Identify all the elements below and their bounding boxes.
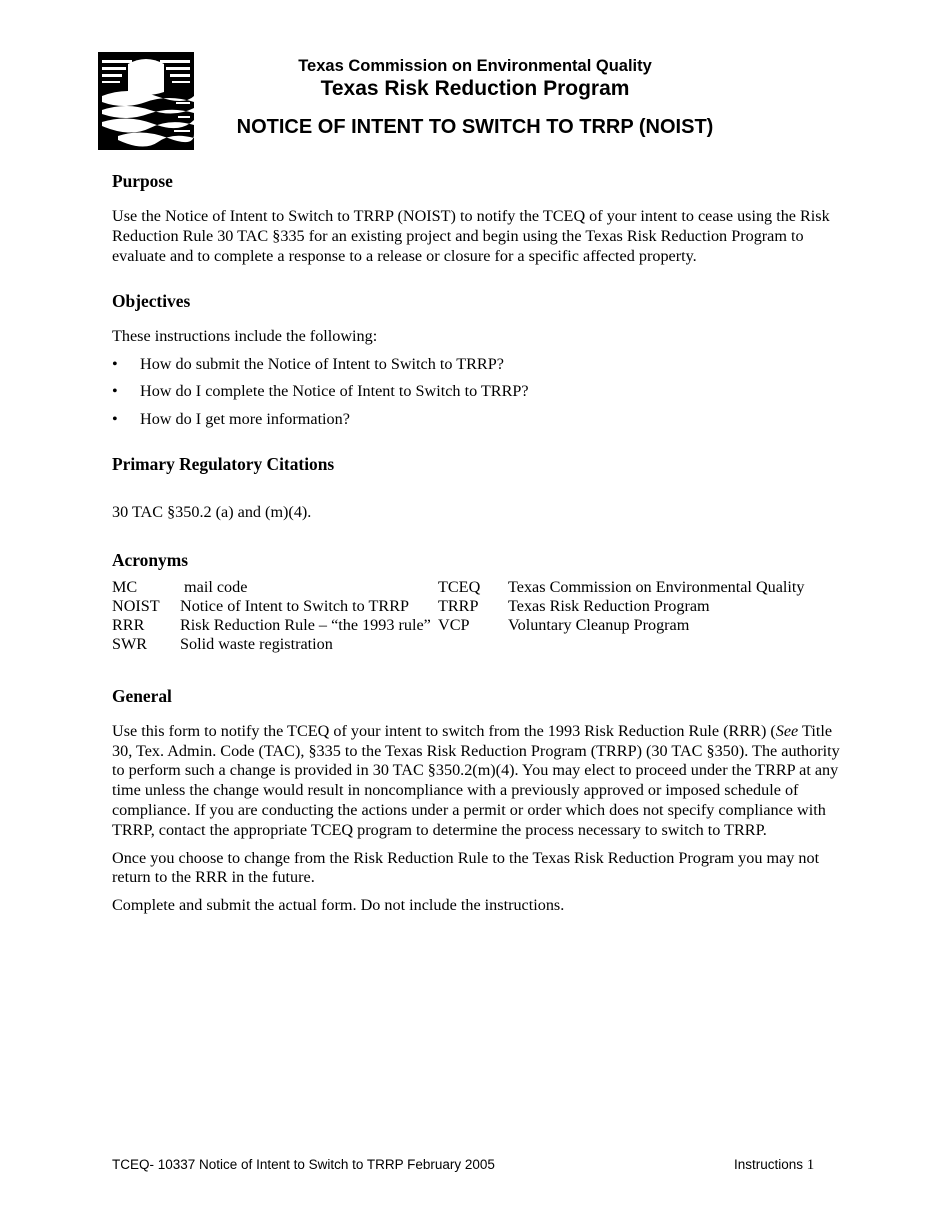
general-text-rest: Title 30, Tex. Admin. Code (TAC), §335 to the Texas Risk Reduction Program (TRRP) (30 TAC §350). The authority to perform such a change is provided in 30 TAC §350.2(m)(4). You may elect to proceed under the TRRP at any time unless the change would result in noncompliance with a previously approved or imposed schedule of compliance. If you are conducting the actions under a permit or order which does not specify compliance with TRRP, contact the appropriate TCEQ program to determine the process necessary to switch to TRRP. xyxy=(112,721,840,839)
table-row xyxy=(112,579,842,598)
table-row xyxy=(112,617,842,636)
objective-text: How do submit the Notice of Intent to Switch to TRRP? xyxy=(140,355,504,374)
list-item xyxy=(112,382,842,402)
purpose-heading: Purpose xyxy=(112,171,173,191)
document-body xyxy=(112,170,842,924)
general-paragraph-1 xyxy=(112,722,842,841)
acronym-definition: Voluntary Cleanup Program xyxy=(508,615,690,634)
bullet: • xyxy=(112,409,118,428)
purpose-text: Use the Notice of Intent to Switch to TRRP (NOIST) to notify the TCEQ of your intent to cease using the Risk Reduction Rule 30 TAC §335 for an existing project and begin using the Texas Risk Reduction Program to evaluate and to complete a response to a release or closure for a specific affected property. xyxy=(112,207,830,265)
acronym-definition: Solid waste registration xyxy=(180,634,333,653)
acronym-definition: mail code xyxy=(180,577,248,596)
acronym: RRR xyxy=(112,615,145,634)
objectives-list xyxy=(112,355,842,429)
footer-form-id: TCEQ- 10337 Notice of Intent to Switch to TRRP February 2005 xyxy=(112,1157,495,1172)
list-item xyxy=(112,355,842,375)
acronym: SWR xyxy=(112,634,148,653)
citations-heading: Primary Regulatory Citations xyxy=(112,454,335,475)
acronym-definition: Texas Risk Reduction Program xyxy=(508,596,710,615)
acronym-definition: Texas Commission on Environmental Quality xyxy=(508,577,805,596)
see-emphasis: See xyxy=(775,721,799,740)
acronyms-heading: Acronyms xyxy=(112,549,188,570)
acronym: MC xyxy=(112,577,138,596)
objective-text: How do I complete the Notice of Intent to Switch to TRRP? xyxy=(140,382,529,401)
footer-page-label xyxy=(734,1157,814,1174)
footer-instructions-label: Instructions xyxy=(734,1157,804,1172)
agency-name: Texas Commission on Environmental Quality xyxy=(298,57,652,75)
acronym-definition xyxy=(508,636,842,655)
acronym: TCEQ xyxy=(438,577,481,596)
document-title: NOTICE OF INTENT TO SWITCH TO TRRP (NOIST) xyxy=(236,116,714,138)
list-item xyxy=(112,410,842,430)
general-text-start: Use this form to notify the TCEQ of your intent to switch from the 1993 Risk Reduction Rule (RRR) ( xyxy=(112,721,776,740)
acronym xyxy=(438,636,508,655)
acronym: TRRP xyxy=(438,596,479,615)
acronym: NOIST xyxy=(112,596,160,615)
acronyms-table xyxy=(112,579,842,655)
table-row xyxy=(112,636,842,655)
bullet: • xyxy=(112,355,118,374)
bullet: • xyxy=(112,382,118,401)
acronym: VCP xyxy=(438,615,470,634)
objectives-intro: These instructions include the following: xyxy=(112,327,378,346)
program-name: Texas Risk Reduction Program xyxy=(320,77,630,100)
citations-text: 30 TAC §350.2 (a) and (m)(4). xyxy=(112,503,312,522)
footer-page-number: 1 xyxy=(806,1157,815,1173)
objective-text: How do I get more information? xyxy=(140,409,350,428)
general-heading: General xyxy=(112,685,172,706)
table-row xyxy=(112,598,842,617)
objectives-heading: Objectives xyxy=(112,291,191,312)
acronym-definition: Notice of Intent to Switch to TRRP xyxy=(180,596,410,615)
acronym-definition: Risk Reduction Rule – “the 1993 rule” xyxy=(180,615,431,634)
general-paragraph-2: Once you choose to change from the Risk Reduction Rule to the Texas Risk Reduction Program you may not return to the RRR in the future. xyxy=(112,848,820,887)
general-paragraph-3: Complete and submit the actual form. Do not include the instructions. xyxy=(112,896,565,915)
